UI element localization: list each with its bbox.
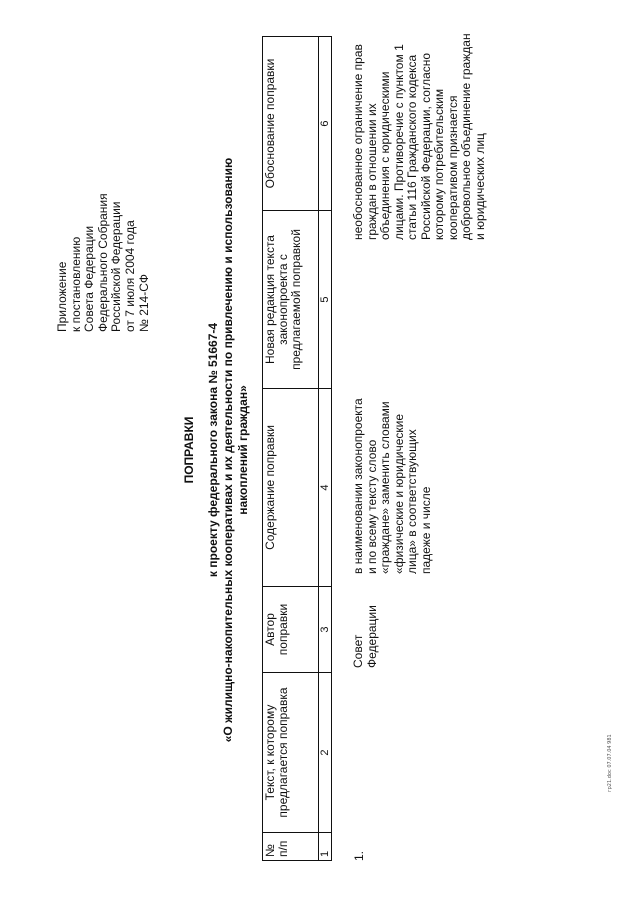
header-author: Автор поправки xyxy=(263,587,319,673)
document-subtitle: к проекту федерального закона № 51667-4 xyxy=(206,322,220,578)
column-number: 6 xyxy=(319,37,332,211)
law-name-line-2: накоплений граждан» xyxy=(236,385,250,515)
appendix-block xyxy=(56,112,151,332)
column-number: 2 xyxy=(319,673,332,833)
appendix-line: Федерального Собрания xyxy=(95,193,110,332)
column-number: 4 xyxy=(319,389,332,587)
column-number: 5 xyxy=(319,211,332,389)
column-number: 1 xyxy=(319,833,332,861)
appendix-line: от 7 июля 2004 года xyxy=(122,220,137,332)
appendix-line: Российской Федерации xyxy=(109,201,124,332)
law-name-line-1: «О жилищно-накопительных кооперативах и их деятельности по привлечению и использованию xyxy=(221,157,235,743)
header-content: Содержание поправки xyxy=(263,389,319,587)
row-author: Совет Федерации xyxy=(351,605,379,668)
document-title: ПОПРАВКИ xyxy=(182,416,196,484)
appendix-line: № 214-СФ xyxy=(136,273,151,332)
header-justification: Обоснование поправки xyxy=(263,37,319,211)
appendix-line: к постановлению xyxy=(68,236,83,332)
header-new-wording: Новая редакция текста законопроекта с предлагаемой поправкой xyxy=(263,211,319,389)
amendments-table-header xyxy=(262,36,332,861)
row-content: в наименовании законопроекта и по всему тексту слово «граждане» заменить словами «физические и юридические лица» в соответствующих падеже и числе xyxy=(351,398,433,574)
header-original-text: Текст, к которому предлагается поправка xyxy=(263,673,319,833)
appendix-line: Приложение xyxy=(55,261,69,332)
column-number-row xyxy=(319,37,332,861)
column-number: 3 xyxy=(319,587,332,673)
appendix-line: Совета Федерации xyxy=(82,225,97,332)
row-number: 1. xyxy=(352,850,366,861)
row-justification: необоснованное ограничение прав граждан в отношении их объединения с юридическими лицами. Противоречие с пунктом 1 статьи 116 Гражданского кодекса Российской Федерации, согласно которому потребительским кооперативом признается добровольное объединение граждан и юридических лиц xyxy=(351,33,487,240)
header-number: № п/п xyxy=(263,833,319,861)
file-stamp: гр21.doc 07.07.04 981 xyxy=(607,734,613,792)
